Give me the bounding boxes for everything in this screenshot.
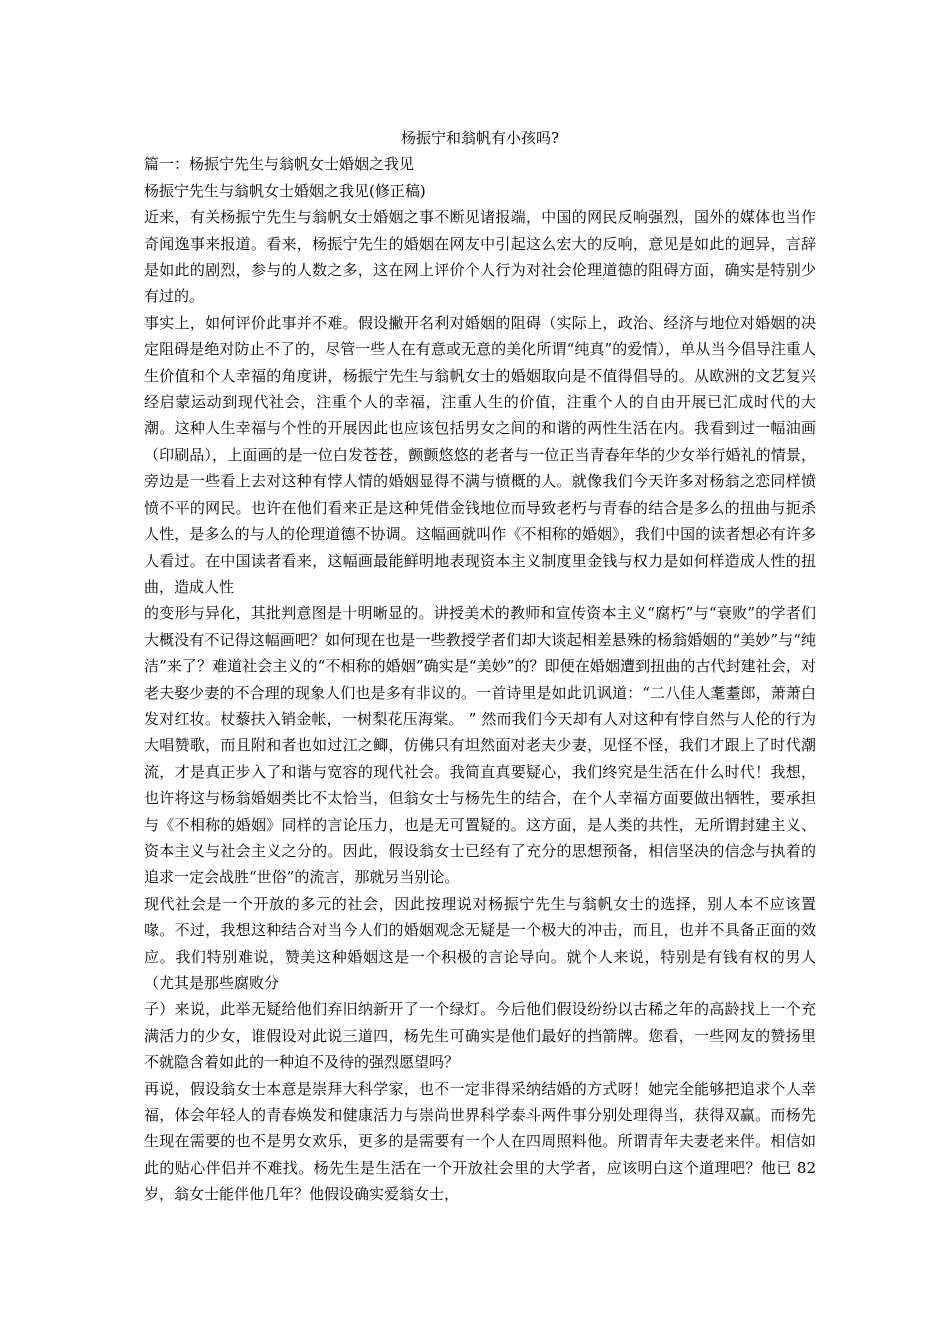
document-subtitle: 杨振宁先生与翁帆女士婚姻之我见(修正稿) (144, 181, 426, 200)
paragraph: 再说，假设翁女士本意是崇拜大科学家，也不一定非得采纳结婚的方式呀！她完全能够把追求个人幸福，体会年轻人的青春焕发和健康活力与崇尚世界科学泰斗两件事分别处理得当，获得双赢。而杨先生现在需要的也不是男女欢乐，更多的是需要有一个人在四周照料他。所谓青年夫妻老来伴。相信如此的贴心伴侣并不难找。杨先生是生活在一个开放社会里的大学者，应该明白这个道理吧？他已 82 岁，翁女士能伴他几年？他假设确实爱翁女士， (144, 1079, 816, 1204)
paragraph: 事实上，如何评价此事并不难。假设撇开名利对婚姻的阻碍（实际上，政治、经济与地位对婚姻的决定阻碍是绝对防止不了的，尽管一些人在有意或无意的美化所谓“纯真”的爱情），单从当今倡导注重人生价值和个人幸福的角度讲，杨振宁先生与翁帆女士的婚姻取向是不值得倡导的。从欧洲的文艺复兴经启蒙运动到现代社会，注重个人的幸福，注重人生的价值，注重个人的自由开展已汇成时代的大潮。这种人生幸福与个性的开展因此也应该包括男女之间的和谐的两性生活在内。我看到过一幅油画（印刷品），上面画的是一位白发苍苍，颤颤悠悠的老者与一位正当青春年华的少女举行婚礼的情景，旁边是一些看上去对这种有悖人情的婚姻显得不满与愤概的人。就像我们今天许多对杨翁之恋同样愤愤不平的网民。也许在他们看来正是这种凭借金钱地位而导致老朽与青春的结合是多么的扭曲与扼杀人性，是多么的与人的伦理道德不协调。这幅画就叫作《不相称的婚姻》，我们中国的读者想必有许多人看过。在中国读者看来，这幅画最能鲜明地表现资本主义制度里金钱与权力是如何样造成人性的扭曲，造成人性 (144, 313, 816, 596)
section-heading: 篇一：杨振宁先生与翁帆女士婚姻之我见 (144, 155, 415, 174)
document-body (144, 125, 816, 1208)
paragraph: 的变形与异化，其批判意图是十明晰显的。讲授美术的教师和宣传资本主义“腐朽”与“衰败”的学者们大概没有不记得这幅画吧？如何现在也是一些教授学者们却大谈起相差悬殊的杨翁婚姻的“美妙”与“纯洁”来了？难道社会主义的“不相称的婚姻”确实是“美妙”的？即便在婚姻遭到扭曲的古代封建社会，对老夫娶少妻的不合理的现象人们也是多有非议的。一首诗里是如此讥讽道：“二八佳人耄耋郎，萧萧白发对红妆。杖藜扶入销金帐，一树梨花压海棠。 ” 然而我们今天却有人对这种有悖自然与人伦的行为大唱赞歌，而且附和者也如过江之鲫，仿佛只有坦然面对老夫少妻，见怪不怪，我们才跟上了时代潮流，才是真正步入了和谐与宽容的现代社会。我简直真要疑心，我们终究是生活在什么时代！我想，也许将这与杨翁婚姻类比不太恰当，但翁女士与杨先生的结合，在个人幸福方面要做出牺牲，要承担与《不相称的婚姻》同样的言论压力，也是无可置疑的。这方面，是人类的共性，无所谓封建主义、资本主义与社会主义之分的。因此，假设翁女士已经有了充分的思想预备，相信坚决的信念与执着的追求一定会战胜“世俗”的流言，那就另当别论。 (144, 604, 816, 887)
paragraph: 子）来说，此举无疑给他们弃旧纳新开了一个绿灯。今后他们假设纷纷以古稀之年的高龄找上一个充满活力的少女，谁假设对此说三道四，杨先生可确实是他们最好的挡箭牌。您看，一些网友的赞扬里不就隐含着如此的一种迫不及待的强烈愿望吗？ (144, 1000, 816, 1072)
paragraph: 近来，有关杨振宁先生与翁帆女士婚姻之事不断见诸报端，中国的网民反响强烈，国外的媒体也当作奇闻逸事来报道。看来，杨振宁先生的婚姻在网友中引起这么宏大的反响，意见是如此的迥异，言辞是如此的剧烈，参与的人数之多，这在网上评价个人行为对社会伦理道德的阻碍方面，确实是特别少有过的。 (144, 208, 816, 306)
document-title: 杨振宁和翁帆有小孩吗? (400, 129, 560, 147)
paragraph: 现代社会是一个开放的多元的社会，因此按理说对杨振宁先生与翁帆女士的选择，别人本不应该置喙。不过，我想这种结合对当今人们的婚姻观念无疑是一个极大的冲击，而且，也并不具备正面的效应。我们特别难说，赞美这种婚姻这是一个积极的言论导向。就个人来说，特别是有钱有权的男人（尤其是那些腐败分 (144, 894, 816, 992)
